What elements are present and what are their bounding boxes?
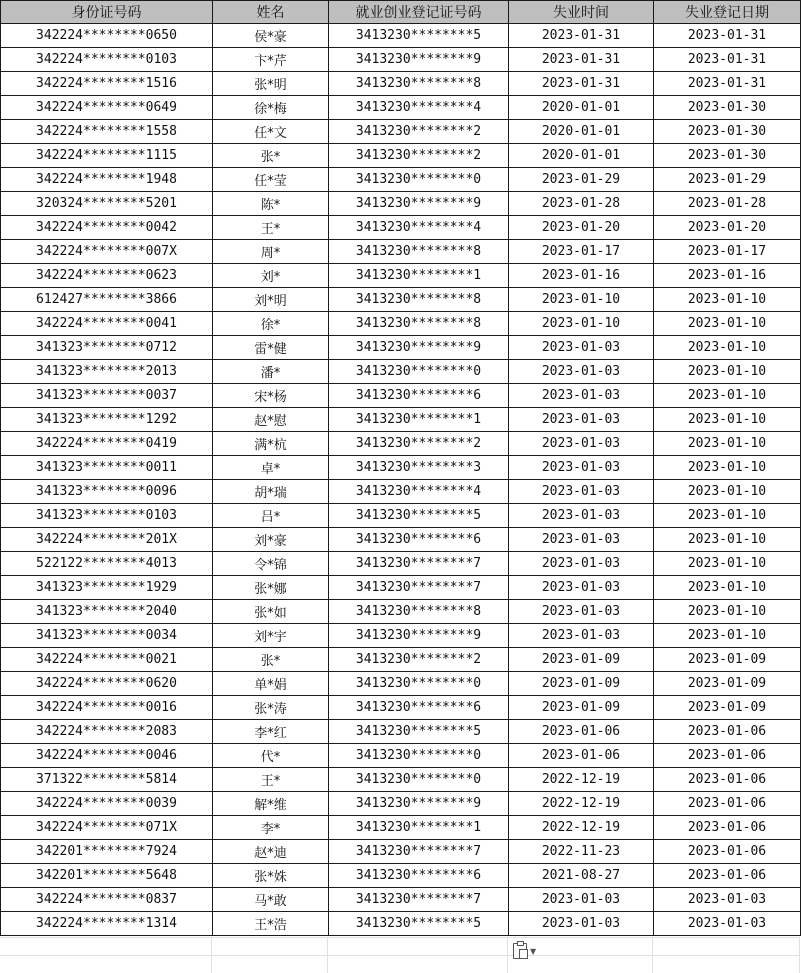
cell-unemployment-time[interactable]: 2023-01-03 (509, 552, 654, 576)
cell-unemployment-time[interactable]: 2023-01-20 (509, 216, 654, 240)
cell-registration-date[interactable]: 2023-01-09 (654, 648, 801, 672)
cell-registration-date[interactable]: 2023-01-30 (654, 144, 801, 168)
cell-registration-date[interactable]: 2023-01-06 (654, 720, 801, 744)
cell-registration-number[interactable]: 3413230********4 (329, 96, 509, 120)
cell-registration-number[interactable]: 3413230********0 (329, 768, 509, 792)
cell-id-number[interactable]: 522122********4013 (1, 552, 213, 576)
cell-id-number[interactable]: 342224********1314 (1, 912, 213, 936)
cell-registration-date[interactable]: 2023-01-20 (654, 216, 801, 240)
cell-unemployment-time[interactable]: 2023-01-03 (509, 480, 654, 504)
cell-name[interactable]: 刘*明 (213, 288, 329, 312)
cell-name[interactable]: 赵*迪 (213, 840, 329, 864)
cell-unemployment-time[interactable]: 2023-01-03 (509, 408, 654, 432)
table-row (1, 720, 801, 744)
cell-registration-date[interactable]: 2023-01-10 (654, 624, 801, 648)
cell-unemployment-time[interactable]: 2023-01-28 (509, 192, 654, 216)
cell-registration-date[interactable]: 2023-01-31 (654, 48, 801, 72)
cell-registration-number[interactable]: 3413230********5 (329, 504, 509, 528)
cell-registration-date[interactable]: 2023-01-09 (654, 696, 801, 720)
cell-registration-date[interactable]: 2023-01-29 (654, 168, 801, 192)
cell-registration-number[interactable]: 3413230********6 (329, 864, 509, 888)
cell-registration-date[interactable]: 2023-01-10 (654, 408, 801, 432)
table-row (1, 384, 801, 408)
cell-registration-number[interactable]: 3413230********2 (329, 648, 509, 672)
table-row (1, 696, 801, 720)
cell-unemployment-time[interactable]: 2023-01-03 (509, 456, 654, 480)
empty-grid-area (0, 937, 800, 973)
cell-id-number[interactable]: 342201********7924 (1, 840, 213, 864)
cell-id-number[interactable]: 342224********0620 (1, 672, 213, 696)
cell-unemployment-time[interactable]: 2023-01-31 (509, 72, 654, 96)
cell-registration-number[interactable]: 3413230********9 (329, 792, 509, 816)
cell-name[interactable]: 徐* (213, 312, 329, 336)
table-row (1, 24, 801, 48)
cell-id-number[interactable]: 342224********0837 (1, 888, 213, 912)
cell-registration-number[interactable]: 3413230********7 (329, 552, 509, 576)
cell-name[interactable]: 单*娟 (213, 672, 329, 696)
cell-registration-date[interactable]: 2023-01-06 (654, 768, 801, 792)
cell-registration-number[interactable]: 3413230********5 (329, 24, 509, 48)
cell-registration-date[interactable]: 2023-01-10 (654, 384, 801, 408)
cell-registration-number[interactable]: 3413230********8 (329, 240, 509, 264)
table-row (1, 408, 801, 432)
cell-registration-date[interactable]: 2023-01-10 (654, 312, 801, 336)
header-registration-number[interactable]: 就业创业登记证号码 (329, 1, 509, 24)
cell-unemployment-time[interactable]: 2022-12-19 (509, 816, 654, 840)
table-row (1, 648, 801, 672)
cell-id-number[interactable]: 342224********201X (1, 528, 213, 552)
cell-name[interactable]: 张*明 (213, 72, 329, 96)
table-row (1, 600, 801, 624)
header-row (1, 1, 801, 24)
cell-id-number[interactable]: 342224********2083 (1, 720, 213, 744)
cell-unemployment-time[interactable]: 2023-01-06 (509, 720, 654, 744)
cell-unemployment-time[interactable]: 2023-01-09 (509, 672, 654, 696)
cell-registration-date[interactable]: 2023-01-06 (654, 744, 801, 768)
table-row (1, 432, 801, 456)
cell-id-number[interactable]: 342224********1115 (1, 144, 213, 168)
header-unemployment-time[interactable]: 失业时间 (509, 1, 654, 24)
cell-registration-number[interactable]: 3413230********0 (329, 360, 509, 384)
cell-id-number[interactable]: 371322********5814 (1, 768, 213, 792)
cell-id-number[interactable]: 342224********1516 (1, 72, 213, 96)
cell-id-number[interactable]: 342224********0039 (1, 792, 213, 816)
grid-line (327, 937, 328, 973)
cell-unemployment-time[interactable]: 2023-01-06 (509, 744, 654, 768)
paste-options-button[interactable] (513, 942, 543, 960)
table-row (1, 744, 801, 768)
cell-unemployment-time[interactable]: 2023-01-03 (509, 912, 654, 936)
table-row (1, 144, 801, 168)
paste-options-icon (513, 943, 527, 959)
cell-name[interactable]: 周* (213, 240, 329, 264)
cell-id-number[interactable]: 341323********0096 (1, 480, 213, 504)
cell-id-number[interactable]: 342224********071X (1, 816, 213, 840)
cell-name[interactable]: 令*锦 (213, 552, 329, 576)
cell-registration-date[interactable]: 2023-01-10 (654, 336, 801, 360)
table-row (1, 888, 801, 912)
cell-registration-date[interactable]: 2023-01-31 (654, 24, 801, 48)
cell-id-number[interactable]: 342224********1948 (1, 168, 213, 192)
cell-registration-date[interactable]: 2023-01-10 (654, 480, 801, 504)
grid-line (799, 937, 800, 973)
grid-line (0, 937, 800, 938)
cell-id-number[interactable]: 320324********5201 (1, 192, 213, 216)
cell-name[interactable]: 雷*健 (213, 336, 329, 360)
cell-registration-number[interactable]: 3413230********1 (329, 264, 509, 288)
cell-registration-date[interactable]: 2023-01-06 (654, 816, 801, 840)
cell-unemployment-time[interactable]: 2023-01-03 (509, 384, 654, 408)
cell-registration-date[interactable]: 2023-01-31 (654, 72, 801, 96)
table-row (1, 360, 801, 384)
cell-unemployment-time[interactable]: 2023-01-29 (509, 168, 654, 192)
cell-registration-date[interactable]: 2023-01-06 (654, 792, 801, 816)
cell-id-number[interactable]: 341323********2013 (1, 360, 213, 384)
table-row (1, 312, 801, 336)
cell-registration-date[interactable]: 2023-01-10 (654, 288, 801, 312)
table-row (1, 264, 801, 288)
cell-name[interactable]: 马*敢 (213, 888, 329, 912)
cell-id-number[interactable]: 342224********0046 (1, 744, 213, 768)
cell-unemployment-time[interactable]: 2023-01-03 (509, 360, 654, 384)
cell-registration-number[interactable]: 3413230********4 (329, 480, 509, 504)
cell-unemployment-time[interactable]: 2023-01-31 (509, 48, 654, 72)
cell-registration-date[interactable]: 2023-01-16 (654, 264, 801, 288)
table-row (1, 216, 801, 240)
cell-name[interactable]: 胡*瑞 (213, 480, 329, 504)
cell-unemployment-time[interactable]: 2023-01-10 (509, 312, 654, 336)
cell-id-number[interactable]: 341323********0712 (1, 336, 213, 360)
cell-registration-number[interactable]: 3413230********0 (329, 744, 509, 768)
cell-registration-number[interactable]: 3413230********8 (329, 312, 509, 336)
cell-registration-date[interactable]: 2023-01-06 (654, 864, 801, 888)
cell-name[interactable]: 刘* (213, 264, 329, 288)
cell-name[interactable]: 潘* (213, 360, 329, 384)
cell-registration-number[interactable]: 3413230********9 (329, 624, 509, 648)
cell-id-number[interactable]: 342224********0623 (1, 264, 213, 288)
cell-name[interactable]: 张* (213, 648, 329, 672)
table-row (1, 792, 801, 816)
cell-name[interactable]: 张*娜 (213, 576, 329, 600)
grid-line (211, 937, 212, 973)
cell-registration-date[interactable]: 2023-01-10 (654, 600, 801, 624)
cell-registration-number[interactable]: 3413230********1 (329, 816, 509, 840)
table-row (1, 72, 801, 96)
chevron-down-icon: ▼ (530, 946, 537, 956)
table-row (1, 864, 801, 888)
cell-id-number[interactable]: 342224********0021 (1, 648, 213, 672)
cell-name[interactable]: 满*杭 (213, 432, 329, 456)
cell-name[interactable]: 卞*芹 (213, 48, 329, 72)
cell-unemployment-time[interactable]: 2020-01-01 (509, 120, 654, 144)
cell-registration-date[interactable]: 2023-01-09 (654, 672, 801, 696)
cell-registration-number[interactable]: 3413230********2 (329, 432, 509, 456)
cell-unemployment-time[interactable]: 2022-12-19 (509, 768, 654, 792)
cell-registration-date[interactable]: 2023-01-28 (654, 192, 801, 216)
cell-id-number[interactable]: 342224********0650 (1, 24, 213, 48)
cell-unemployment-time[interactable]: 2023-01-10 (509, 288, 654, 312)
cell-registration-number[interactable]: 3413230********3 (329, 456, 509, 480)
table-row (1, 336, 801, 360)
table-row (1, 192, 801, 216)
cell-unemployment-time[interactable]: 2023-01-17 (509, 240, 654, 264)
table-row (1, 288, 801, 312)
cell-registration-number[interactable]: 3413230********6 (329, 384, 509, 408)
table-row (1, 672, 801, 696)
cell-name[interactable]: 李*红 (213, 720, 329, 744)
cell-registration-number[interactable]: 3413230********4 (329, 216, 509, 240)
table-row (1, 480, 801, 504)
cell-registration-date[interactable]: 2023-01-10 (654, 360, 801, 384)
cell-registration-number[interactable]: 3413230********2 (329, 144, 509, 168)
cell-id-number[interactable]: 342224********0016 (1, 696, 213, 720)
cell-name[interactable]: 代* (213, 744, 329, 768)
cell-unemployment-time[interactable]: 2023-01-03 (509, 624, 654, 648)
cell-id-number[interactable]: 342224********0041 (1, 312, 213, 336)
cell-registration-number[interactable]: 3413230********8 (329, 600, 509, 624)
cell-registration-number[interactable]: 3413230********7 (329, 888, 509, 912)
table-row (1, 120, 801, 144)
cell-unemployment-time[interactable]: 2023-01-03 (509, 504, 654, 528)
cell-unemployment-time[interactable]: 2023-01-03 (509, 528, 654, 552)
cell-registration-date[interactable]: 2023-01-10 (654, 552, 801, 576)
cell-registration-number[interactable]: 3413230********1 (329, 408, 509, 432)
cell-unemployment-time[interactable]: 2021-08-27 (509, 864, 654, 888)
cell-registration-number[interactable]: 3413230********0 (329, 672, 509, 696)
cell-unemployment-time[interactable]: 2023-01-16 (509, 264, 654, 288)
cell-name[interactable]: 赵*慰 (213, 408, 329, 432)
cell-registration-number[interactable]: 3413230********6 (329, 696, 509, 720)
cell-registration-date[interactable]: 2023-01-10 (654, 432, 801, 456)
cell-name[interactable]: 张*如 (213, 600, 329, 624)
header-registration-date[interactable]: 失业登记日期 (654, 1, 801, 24)
cell-unemployment-time[interactable]: 2023-01-03 (509, 888, 654, 912)
cell-registration-number[interactable]: 3413230********5 (329, 720, 509, 744)
table-row (1, 456, 801, 480)
cell-id-number[interactable]: 341323********1292 (1, 408, 213, 432)
cell-registration-date[interactable]: 2023-01-03 (654, 888, 801, 912)
cell-registration-date[interactable]: 2023-01-10 (654, 528, 801, 552)
cell-name[interactable]: 卓* (213, 456, 329, 480)
cell-id-number[interactable]: 341323********0103 (1, 504, 213, 528)
cell-name[interactable]: 徐*梅 (213, 96, 329, 120)
cell-id-number[interactable]: 341323********2040 (1, 600, 213, 624)
cell-registration-number[interactable]: 3413230********7 (329, 840, 509, 864)
cell-id-number[interactable]: 342201********5648 (1, 864, 213, 888)
table-row (1, 96, 801, 120)
table-row (1, 504, 801, 528)
cell-registration-date[interactable]: 2023-01-30 (654, 120, 801, 144)
table-row (1, 576, 801, 600)
cell-registration-date[interactable]: 2023-01-10 (654, 456, 801, 480)
cell-id-number[interactable]: 342224********007X (1, 240, 213, 264)
cell-name[interactable]: 解*维 (213, 792, 329, 816)
cell-name[interactable]: 张*姝 (213, 864, 329, 888)
cell-id-number[interactable]: 341323********0037 (1, 384, 213, 408)
table-row (1, 240, 801, 264)
header-name[interactable]: 姓名 (213, 1, 329, 24)
cell-registration-date[interactable]: 2023-01-03 (654, 912, 801, 936)
cell-name[interactable]: 李* (213, 816, 329, 840)
cell-name[interactable]: 宋*杨 (213, 384, 329, 408)
table-row (1, 48, 801, 72)
cell-unemployment-time[interactable]: 2023-01-09 (509, 696, 654, 720)
cell-registration-date[interactable]: 2023-01-17 (654, 240, 801, 264)
cell-registration-date[interactable]: 2023-01-10 (654, 504, 801, 528)
cell-name[interactable]: 王* (213, 768, 329, 792)
cell-unemployment-time[interactable]: 2022-11-23 (509, 840, 654, 864)
cell-name[interactable]: 张*涛 (213, 696, 329, 720)
table-row (1, 624, 801, 648)
header-id-number[interactable]: 身份证号码 (1, 1, 213, 24)
cell-unemployment-time[interactable]: 2023-01-03 (509, 336, 654, 360)
cell-name[interactable]: 刘*豪 (213, 528, 329, 552)
cell-registration-number[interactable]: 3413230********9 (329, 336, 509, 360)
table-row (1, 168, 801, 192)
cell-registration-date[interactable]: 2023-01-30 (654, 96, 801, 120)
cell-registration-date[interactable]: 2023-01-06 (654, 840, 801, 864)
cell-unemployment-time[interactable]: 2022-12-19 (509, 792, 654, 816)
cell-unemployment-time[interactable]: 2023-01-09 (509, 648, 654, 672)
cell-id-number[interactable]: 341323********0011 (1, 456, 213, 480)
table-row (1, 528, 801, 552)
cell-registration-date[interactable]: 2023-01-10 (654, 576, 801, 600)
table-row (1, 816, 801, 840)
cell-id-number[interactable]: 342224********0649 (1, 96, 213, 120)
cell-id-number[interactable]: 341323********1929 (1, 576, 213, 600)
cell-id-number[interactable]: 342224********1558 (1, 120, 213, 144)
cell-registration-number[interactable]: 3413230********5 (329, 912, 509, 936)
cell-id-number[interactable]: 341323********0034 (1, 624, 213, 648)
cell-name[interactable]: 侯*豪 (213, 24, 329, 48)
cell-registration-number[interactable]: 3413230********9 (329, 48, 509, 72)
cell-unemployment-time[interactable]: 2020-01-01 (509, 144, 654, 168)
table-row (1, 552, 801, 576)
cell-unemployment-time[interactable]: 2023-01-03 (509, 576, 654, 600)
table-row (1, 840, 801, 864)
cell-unemployment-time[interactable]: 2023-01-03 (509, 432, 654, 456)
cell-name[interactable]: 刘*宇 (213, 624, 329, 648)
cell-registration-number[interactable]: 3413230********8 (329, 72, 509, 96)
cell-registration-number[interactable]: 3413230********2 (329, 120, 509, 144)
cell-registration-number[interactable]: 3413230********6 (329, 528, 509, 552)
cell-unemployment-time[interactable]: 2020-01-01 (509, 96, 654, 120)
cell-name[interactable]: 王*浩 (213, 912, 329, 936)
cell-unemployment-time[interactable]: 2023-01-31 (509, 24, 654, 48)
grid-line (507, 937, 508, 973)
grid-line (0, 955, 800, 956)
table-row (1, 912, 801, 936)
cell-registration-number[interactable]: 3413230********7 (329, 576, 509, 600)
cell-registration-number[interactable]: 3413230********0 (329, 168, 509, 192)
cell-id-number[interactable]: 342224********0103 (1, 48, 213, 72)
cell-id-number[interactable]: 612427********3866 (1, 288, 213, 312)
cell-id-number[interactable]: 342224********0419 (1, 432, 213, 456)
cell-registration-number[interactable]: 3413230********9 (329, 192, 509, 216)
cell-name[interactable]: 张* (213, 144, 329, 168)
cell-unemployment-time[interactable]: 2023-01-03 (509, 600, 654, 624)
table-row (1, 768, 801, 792)
cell-name[interactable]: 王* (213, 216, 329, 240)
cell-name[interactable]: 任*文 (213, 120, 329, 144)
cell-registration-number[interactable]: 3413230********8 (329, 288, 509, 312)
cell-name[interactable]: 陈* (213, 192, 329, 216)
cell-name[interactable]: 吕* (213, 504, 329, 528)
grid-line (652, 937, 653, 973)
cell-name[interactable]: 任*莹 (213, 168, 329, 192)
cell-id-number[interactable]: 342224********0042 (1, 216, 213, 240)
